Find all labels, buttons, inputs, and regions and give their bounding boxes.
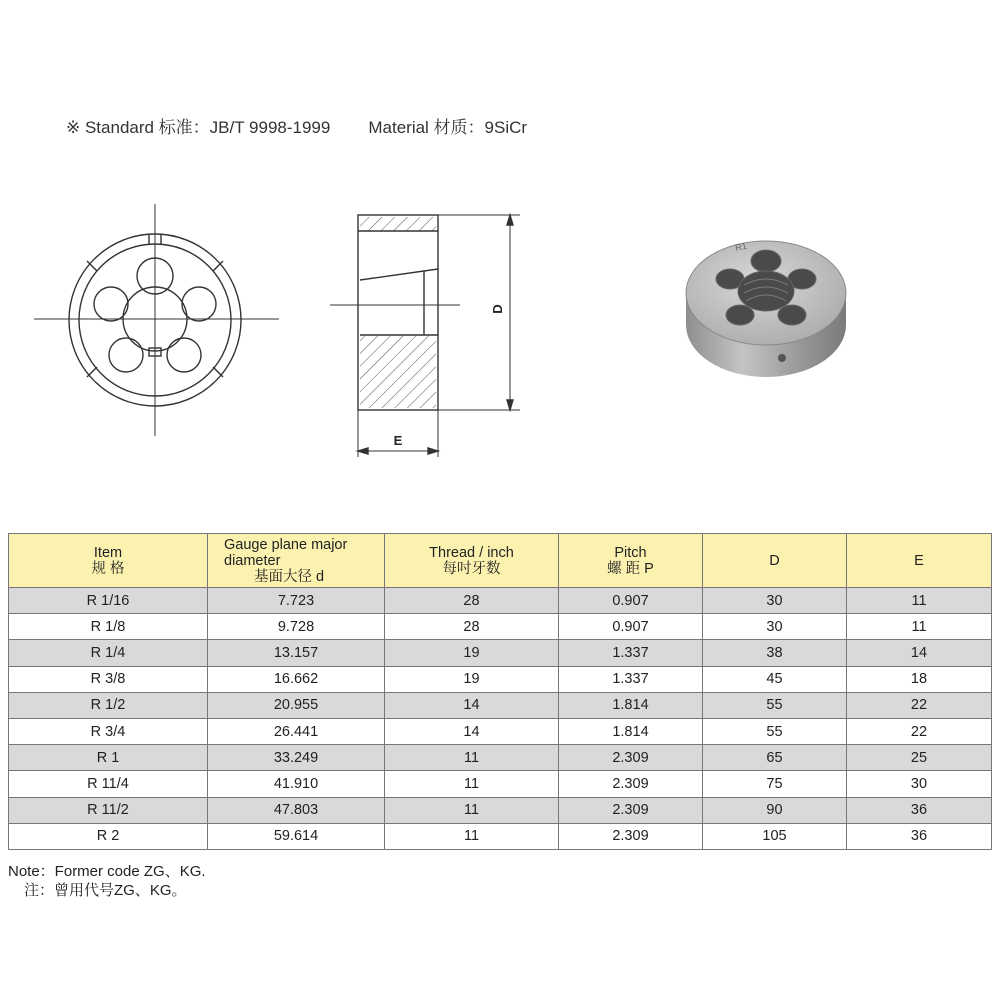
cell-e: 11 (847, 588, 992, 614)
standard-text: ※ Standard 标准：JB/T 9998-1999 (66, 118, 331, 137)
header-item-cn: 规 格 (91, 560, 125, 577)
material-text: Material 材质：9SiCr (368, 118, 528, 137)
header-e-en: E (914, 552, 924, 569)
cell-e: 22 (847, 718, 992, 744)
die-section-drawing (330, 205, 530, 460)
cell-item: R 1/2 (9, 692, 208, 718)
cell-d: 30 (703, 588, 847, 614)
cell-pitch: 2.309 (559, 797, 703, 823)
header-gauge-en2: diameter (224, 552, 281, 569)
cell-thread-per-inch: 28 (385, 588, 559, 614)
cell-e: 30 (847, 771, 992, 797)
cell-pitch: 2.309 (559, 823, 703, 849)
cell-thread-per-inch: 11 (385, 797, 559, 823)
cell-thread-per-inch: 14 (385, 692, 559, 718)
dimension-d-label: D (490, 304, 505, 314)
cell-thread-per-inch: 14 (385, 718, 559, 744)
cell-gauge-diameter: 16.662 (208, 666, 385, 692)
cell-d: 45 (703, 666, 847, 692)
cell-pitch: 1.337 (559, 666, 703, 692)
header-d-en: D (769, 552, 780, 569)
cell-pitch: 1.337 (559, 640, 703, 666)
cell-d: 30 (703, 614, 847, 640)
cell-d: 38 (703, 640, 847, 666)
cell-thread-per-inch: 11 (385, 745, 559, 771)
cell-gauge-diameter: 7.723 (208, 588, 385, 614)
cell-item: R 1/4 (9, 640, 208, 666)
table-header-row (9, 534, 992, 588)
header-gauge-diameter (208, 534, 385, 588)
header-gauge-cn: 基面大径 d (254, 568, 325, 585)
table-row (9, 771, 992, 797)
note-en: Note：Former code ZG、KG. (8, 863, 206, 880)
cell-d: 65 (703, 745, 847, 771)
cell-e: 11 (847, 614, 992, 640)
note-block (8, 862, 206, 900)
table-row (9, 692, 992, 718)
cell-pitch: 1.814 (559, 718, 703, 744)
cell-gauge-diameter: 33.249 (208, 745, 385, 771)
cell-gauge-diameter: 20.955 (208, 692, 385, 718)
cell-thread-per-inch: 11 (385, 823, 559, 849)
cell-item: R 3/4 (9, 718, 208, 744)
header-item-en: Item (93, 544, 123, 561)
cell-e: 14 (847, 640, 992, 666)
cell-d: 75 (703, 771, 847, 797)
cell-d: 105 (703, 823, 847, 849)
cell-item: R 2 (9, 823, 208, 849)
table-row (9, 823, 992, 849)
cell-pitch: 0.907 (559, 588, 703, 614)
cell-gauge-diameter: 59.614 (208, 823, 385, 849)
cell-e: 36 (847, 823, 992, 849)
header-item (9, 534, 208, 588)
cell-e: 22 (847, 692, 992, 718)
cell-e: 36 (847, 797, 992, 823)
cell-thread-per-inch: 28 (385, 614, 559, 640)
table-row (9, 745, 992, 771)
cell-item: R 11/2 (9, 797, 208, 823)
header-pitch (559, 534, 703, 588)
spec-table (8, 533, 992, 850)
cell-gauge-diameter: 41.910 (208, 771, 385, 797)
cell-gauge-diameter: 26.441 (208, 718, 385, 744)
cell-thread-per-inch: 19 (385, 666, 559, 692)
cell-e: 18 (847, 666, 992, 692)
cell-pitch: 2.309 (559, 745, 703, 771)
table-body (9, 588, 992, 850)
header-d (703, 534, 847, 588)
table-row (9, 666, 992, 692)
header-gauge-en: Gauge plane major (224, 536, 348, 553)
header-e (847, 534, 992, 588)
header-pitch-cn: 螺 距 P (607, 560, 654, 577)
dimension-e-label: E (393, 433, 403, 448)
header-pitch-en: Pitch (614, 544, 647, 561)
cell-item: R 3/8 (9, 666, 208, 692)
table-row (9, 588, 992, 614)
table-row (9, 797, 992, 823)
cell-e: 25 (847, 745, 992, 771)
cell-gauge-diameter: 13.157 (208, 640, 385, 666)
header-thread-per-inch (385, 534, 559, 588)
note-cn: 注：曾用代号ZG、KG。 (24, 882, 187, 899)
cell-item: R 1/16 (9, 588, 208, 614)
die-product-image (678, 225, 853, 385)
die-marking-text: R1 (734, 240, 748, 253)
cell-item: R 1/8 (9, 614, 208, 640)
cell-d: 55 (703, 718, 847, 744)
cell-d: 55 (703, 692, 847, 718)
header-thread-en: Thread / inch (429, 544, 514, 561)
cell-item: R 1 (9, 745, 208, 771)
table-row (9, 640, 992, 666)
spec-line (66, 113, 527, 138)
cell-thread-per-inch: 11 (385, 771, 559, 797)
cell-pitch: 2.309 (559, 771, 703, 797)
table-row (9, 614, 992, 640)
table-row (9, 718, 992, 744)
cell-d: 90 (703, 797, 847, 823)
cell-item: R 11/4 (9, 771, 208, 797)
cell-gauge-diameter: 47.803 (208, 797, 385, 823)
cell-thread-per-inch: 19 (385, 640, 559, 666)
die-front-view-drawing (34, 204, 279, 439)
cell-gauge-diameter: 9.728 (208, 614, 385, 640)
cell-pitch: 0.907 (559, 614, 703, 640)
cell-pitch: 1.814 (559, 692, 703, 718)
header-thread-cn: 每吋牙数 (442, 560, 501, 577)
